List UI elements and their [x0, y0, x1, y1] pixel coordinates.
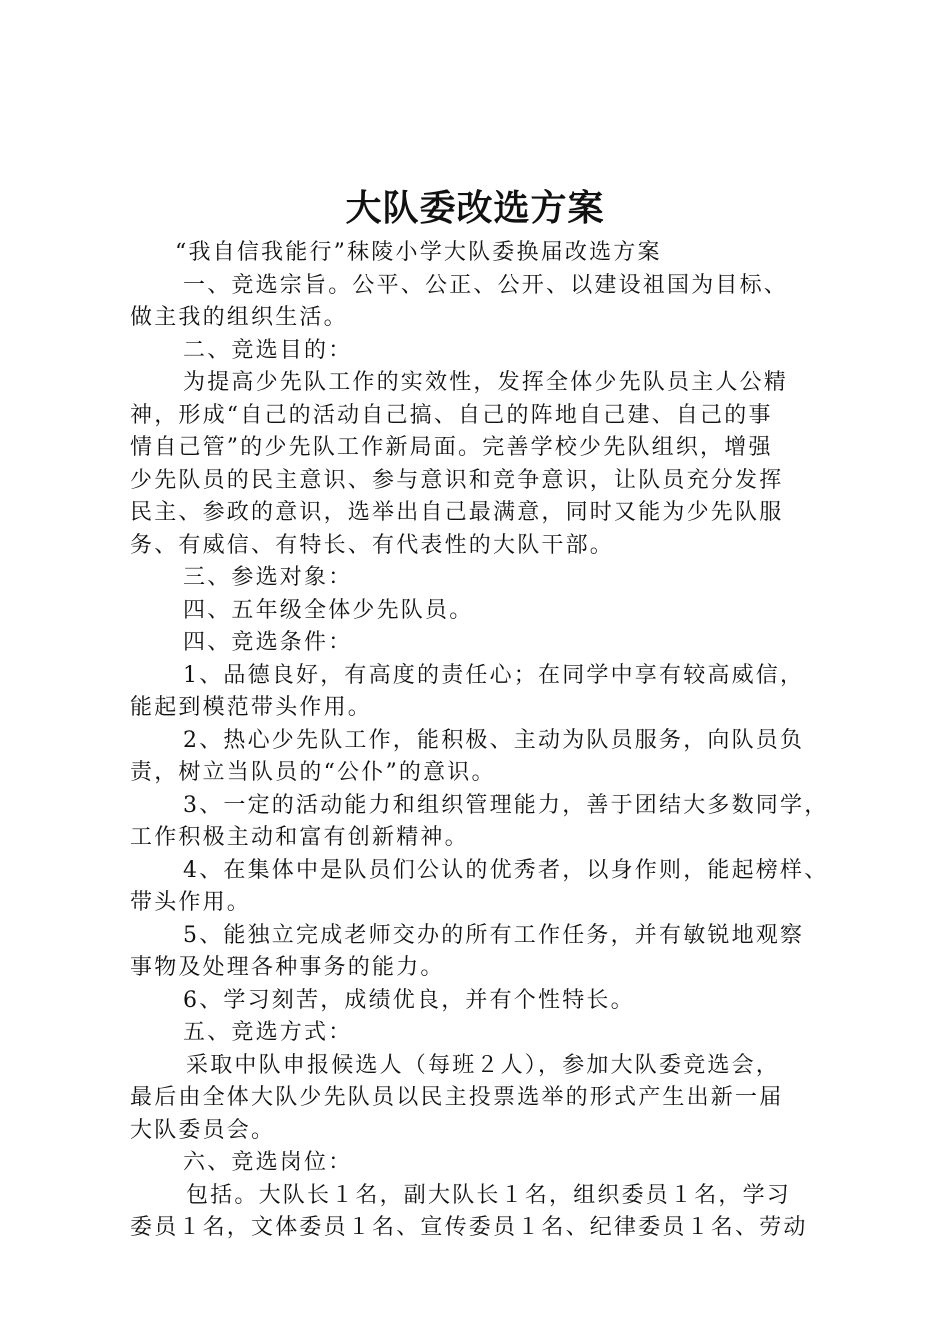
paragraph-line: 采取中队申报候选人（每班２人），参加大队委竞选会，	[186, 1052, 781, 1078]
paragraph-line: 大队委员会。	[130, 1117, 276, 1143]
section-heading: 四、竞选条件：	[183, 630, 353, 655]
list-item-line: 1、品德良好，有高度的责任心；在同学中享有较高威信，	[183, 662, 805, 688]
section-heading: 二、竞选目的：	[183, 337, 353, 363]
section-heading: 三、参选对象：	[183, 565, 353, 590]
list-item-line: 4、在集体中是队员们公认的优秀者，以身作则，能起榜样、	[183, 857, 829, 883]
list-item-line: 事物及处理各种事务的能力。	[130, 955, 445, 980]
paragraph-line: 做主我的组织生活。	[130, 305, 348, 330]
list-item-line: 5、能独立完成老师交办的所有工作任务，并有敏锐地观察	[183, 922, 805, 948]
document-body	[130, 237, 830, 1245]
list-item-line: 工作积极主动和富有创新精神。	[130, 825, 469, 850]
list-item-line: 2、热心少先队工作，能积极、主动为队员服务，向队员负	[183, 727, 805, 753]
list-item-line: 带头作用。	[130, 890, 252, 915]
paragraph-line: 委员１名，文体委员１名、宣传委员１名、纪律委员１名、劳动	[130, 1215, 808, 1240]
paragraph-line: 民主、参政的意识，选举出自己最满意，同时又能为少先队服	[130, 500, 784, 525]
subtitle-line: “我自信我能行”秣陵小学大队委换届改选方案	[175, 240, 662, 265]
paragraph-line: 一、竞选宗旨。公平、公正、公开、以建设祖国为目标、	[183, 272, 789, 298]
paragraph-line: 神，形成“自己的活动自己搞、自己的阵地自己建、自己的事	[130, 402, 773, 428]
list-item-line: 6、学习刻苦，成绩优良，并有个性特长。	[183, 987, 635, 1013]
paragraph-line: 少先队员的民主意识、参与意识和竞争意识，让队员充分发挥	[130, 467, 784, 493]
document-title: 大队委改选方案	[345, 188, 605, 229]
paragraph-line: 包括。大队长１名，副大队长１名，组织委员１名，学习	[186, 1182, 792, 1208]
paragraph-line: 务、有威信、有特长、有代表性的大队干部。	[130, 532, 615, 558]
list-item-line: 3、一定的活动能力和组织管理能力，善于团结大多数同学，	[183, 792, 829, 818]
section-heading: 五、竞选方式：	[183, 1020, 353, 1045]
paragraph-line: 四、五年级全体少先队员。	[183, 597, 474, 623]
paragraph-line: 最后由全体大队少先队员以民主投票选举的形式产生出新一届	[130, 1085, 784, 1110]
paragraph-line: 情自己管”的少先队工作新局面。完善学校少先队组织，增强	[130, 435, 773, 460]
list-item-line: 责，树立当队员的“公仆”的意识。	[130, 760, 496, 785]
paragraph-line: 为提高少先队工作的实效性，发挥全体少先队员主人公精	[183, 370, 789, 395]
list-item-line: 能起到模范带头作用。	[130, 695, 373, 720]
section-heading: 六、竞选岗位：	[183, 1150, 353, 1175]
